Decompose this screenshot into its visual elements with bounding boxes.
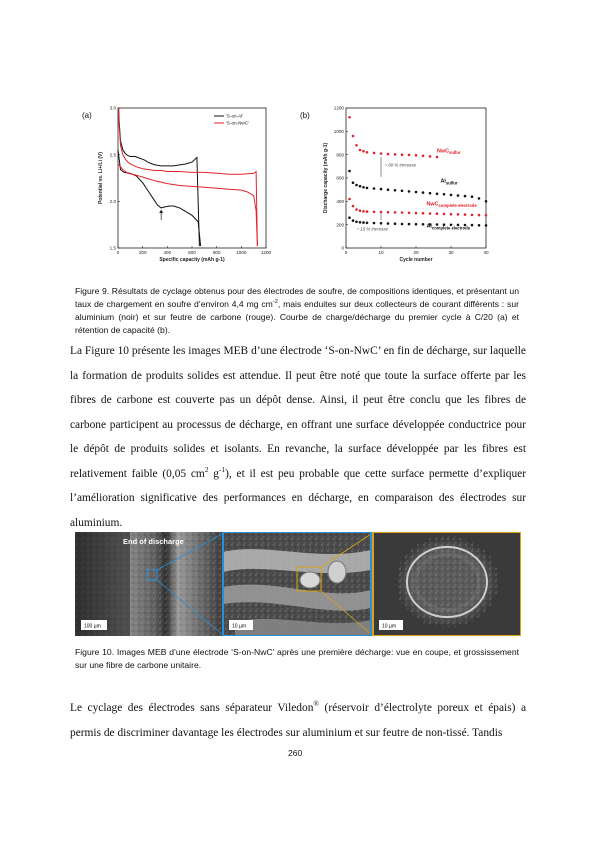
data-point-0 [415, 154, 418, 157]
data-point-0 [355, 144, 358, 147]
data-point-3 [373, 222, 376, 225]
x-tick-label: 1200 [260, 250, 272, 255]
data-point-1 [362, 186, 365, 189]
data-point-2 [429, 212, 432, 215]
data-point-1 [443, 193, 446, 196]
data-point-1 [408, 190, 411, 193]
legend-label-1: 'S-on-NwC' [226, 120, 249, 126]
x-tick-label: 0 [116, 250, 120, 255]
data-point-1 [471, 195, 474, 198]
y-tick-label: 600 [336, 175, 344, 181]
data-point-1 [485, 200, 488, 203]
annotation-arrowhead [159, 210, 163, 213]
chart-b [320, 100, 494, 276]
data-point-3 [380, 222, 383, 225]
data-point-0 [359, 149, 362, 152]
sem-panel-cross-section [75, 532, 222, 636]
data-point-0 [394, 153, 397, 156]
data-point-0 [429, 155, 432, 158]
figure10 [75, 532, 521, 636]
data-point-2 [359, 209, 362, 212]
data-point-1 [387, 188, 390, 191]
data-point-0 [352, 135, 355, 138]
panel-b-label: (b) [300, 111, 310, 120]
y-tick-label: 800 [336, 152, 344, 158]
y-axis-label: Discharge capacity (mAh g-1) [323, 142, 329, 214]
y-tick-label: 2.0 [109, 198, 116, 204]
annotation-60: ~ 60 % increase [384, 162, 417, 168]
data-point-1 [352, 181, 355, 184]
data-point-1 [478, 197, 481, 200]
data-point-2 [422, 212, 425, 215]
data-point-2 [478, 214, 481, 217]
data-point-2 [464, 213, 467, 216]
x-axis-label: Cycle number [399, 257, 433, 263]
data-point-0 [436, 156, 439, 159]
data-point-3 [401, 223, 404, 226]
data-point-0 [401, 153, 404, 156]
data-point-0 [422, 155, 425, 158]
series-label-2: NwC$_{complete electrode}$ [426, 201, 477, 209]
y-tick-label: 200 [336, 222, 344, 228]
data-point-1 [401, 190, 404, 193]
data-point-2 [408, 212, 411, 215]
data-point-3 [366, 222, 369, 225]
data-point-3 [348, 216, 351, 219]
data-point-1 [380, 188, 383, 191]
x-tick-label: 30 [448, 250, 454, 255]
data-point-2 [387, 211, 390, 214]
x-tick-label: 200 [138, 250, 147, 255]
x-tick-label: 0 [344, 250, 348, 255]
y-tick-label: 1200 [333, 105, 344, 111]
data-point-2 [348, 198, 351, 201]
page-number: 260 [288, 748, 303, 758]
x-tick-label: 1000 [236, 250, 247, 255]
data-point-3 [478, 224, 481, 227]
data-point-2 [471, 214, 474, 217]
y-tick-label: 0 [341, 245, 344, 251]
x-axis-label: Specific capacity (mAh g-1) [159, 257, 225, 263]
data-point-2 [401, 211, 404, 214]
x-tick-label: 600 [188, 250, 196, 255]
data-point-2 [485, 214, 488, 217]
data-point-3 [387, 222, 390, 225]
data-point-0 [408, 154, 411, 157]
data-point-3 [408, 223, 411, 226]
data-point-0 [373, 152, 376, 155]
paragraph-1: La Figure 10 présente les images MEB d’une électrode ‘S-on-NwC’ en fin de décharge, sur laquelle la formation de produits solides est attendue. Il peut être noté que toute la surface offerte par les fibres de carbone est couverte pas un dépôt dense. Ainsi, il peut être conclu que les fibres de carbone participent au processus de décharge, en offrant une surface développée conductrice pour le dépôt de produits solides et isolants. En revanche, la surface développée par les fibres est relativement faible (0,05 $cm^2$ $g^{-1}$), et il est peu probable que cette surface permette d’expliquer l’amélioration significative des performances en décharge, en comparaison des électrodes sur aluminium. [70, 345, 526, 529]
series-line-1-charge [119, 108, 258, 246]
y-tick-label: 2.5 [109, 152, 116, 158]
data-point-1 [394, 189, 397, 192]
sem-images [75, 532, 521, 636]
data-point-2 [380, 211, 383, 214]
data-point-2 [366, 210, 369, 213]
sem-scale-1: 100 µm [84, 623, 101, 630]
figure9-caption: Figure 9. Résultats de cyclage obtenus pour des électrodes de soufre, de compositions identiques, et présentant un taux de chargement en soufre d’environ 4,4 mg $cm^{-2}$, mais enduites sur deux collecteurs de courant différents : sur aluminium (noir) et sur feutre de carbone (rouge). Courbe de charge/décharge du premier cycle à C/20 (a) et rétention de capacité (b). [75, 286, 519, 335]
panel-a-label: (a) [82, 111, 92, 120]
y-tick-label: 400 [336, 198, 344, 204]
data-point-1 [422, 191, 425, 194]
data-point-0 [380, 152, 383, 155]
data-point-1 [373, 187, 376, 190]
data-point-1 [436, 193, 439, 196]
series-label-3: $Al_{complete electrode}$ [426, 223, 471, 231]
data-point-2 [394, 211, 397, 214]
sem-scale-3: 10 µm [382, 623, 396, 630]
data-point-3 [394, 222, 397, 225]
data-point-0 [387, 153, 390, 156]
data-point-1 [415, 191, 418, 194]
series-label-0: NwC$_{sulfur}$ [437, 148, 461, 156]
data-point-3 [485, 224, 488, 227]
series-label-1: $Al_{sulfur}$ [440, 178, 458, 186]
data-point-1 [450, 194, 453, 197]
x-tick-label: 10 [378, 250, 384, 255]
data-point-1 [355, 184, 358, 187]
data-point-0 [348, 116, 351, 119]
x-tick-label: 20 [413, 250, 419, 255]
data-point-2 [457, 213, 460, 216]
legend-label-0: 'S-on-Al' [226, 113, 244, 119]
data-point-3 [355, 221, 358, 224]
data-point-2 [362, 210, 365, 213]
data-point-2 [352, 205, 355, 208]
data-point-1 [359, 185, 362, 188]
sem-panel1-title: End of discharge [123, 537, 184, 546]
x-tick-label: 400 [163, 250, 172, 255]
data-point-2 [436, 212, 439, 215]
figure10-caption: Figure 10. Images MEB d’une électrode ‘S-on-NwC’ après une première décharge: vue en coupe, et grossissement sur une fibre de carbone unitaire. [75, 647, 519, 670]
y-tick-label: 3.0 [109, 105, 116, 111]
data-point-0 [366, 151, 369, 154]
plot-frame [118, 108, 266, 248]
y-tick-label: 1000 [333, 128, 344, 134]
data-point-3 [422, 223, 425, 226]
data-point-2 [443, 213, 446, 216]
series-line-0-charge [119, 108, 200, 246]
y-tick-label: 1.5 [109, 245, 116, 251]
x-tick-label: 40 [483, 250, 489, 255]
x-tick-label: 800 [212, 250, 221, 255]
data-point-2 [355, 208, 358, 211]
annotation-15: ~ 15 % increase [356, 226, 389, 232]
data-point-2 [450, 213, 453, 216]
data-point-0 [362, 150, 365, 153]
paragraph-2: Le cyclage des électrodes sans séparateur Viledon® (réservoir d’électrolyte poreux et épais) a permis de discriminer davantage les électrodes sur aluminium et sur feutre de non-tissé. Tandis [70, 699, 527, 739]
sem-panel-single-fiber [373, 532, 521, 636]
data-point-3 [352, 219, 355, 222]
series-line-1-discharge [118, 164, 257, 246]
chart-a [96, 100, 274, 276]
y-axis-label: Potential vs. Li+/Li (V) [98, 151, 104, 205]
data-point-3 [359, 221, 362, 224]
data-point-1 [429, 192, 432, 195]
data-point-2 [373, 211, 376, 214]
data-point-1 [366, 187, 369, 190]
data-point-1 [348, 170, 351, 173]
data-point-3 [415, 223, 418, 226]
data-point-3 [362, 221, 365, 224]
sem-scale-2: 10 µm [232, 623, 246, 630]
data-point-1 [464, 195, 467, 198]
data-point-3 [471, 224, 474, 227]
sem-panel-fibers [223, 532, 371, 636]
data-point-1 [457, 194, 460, 197]
data-point-2 [415, 212, 418, 215]
